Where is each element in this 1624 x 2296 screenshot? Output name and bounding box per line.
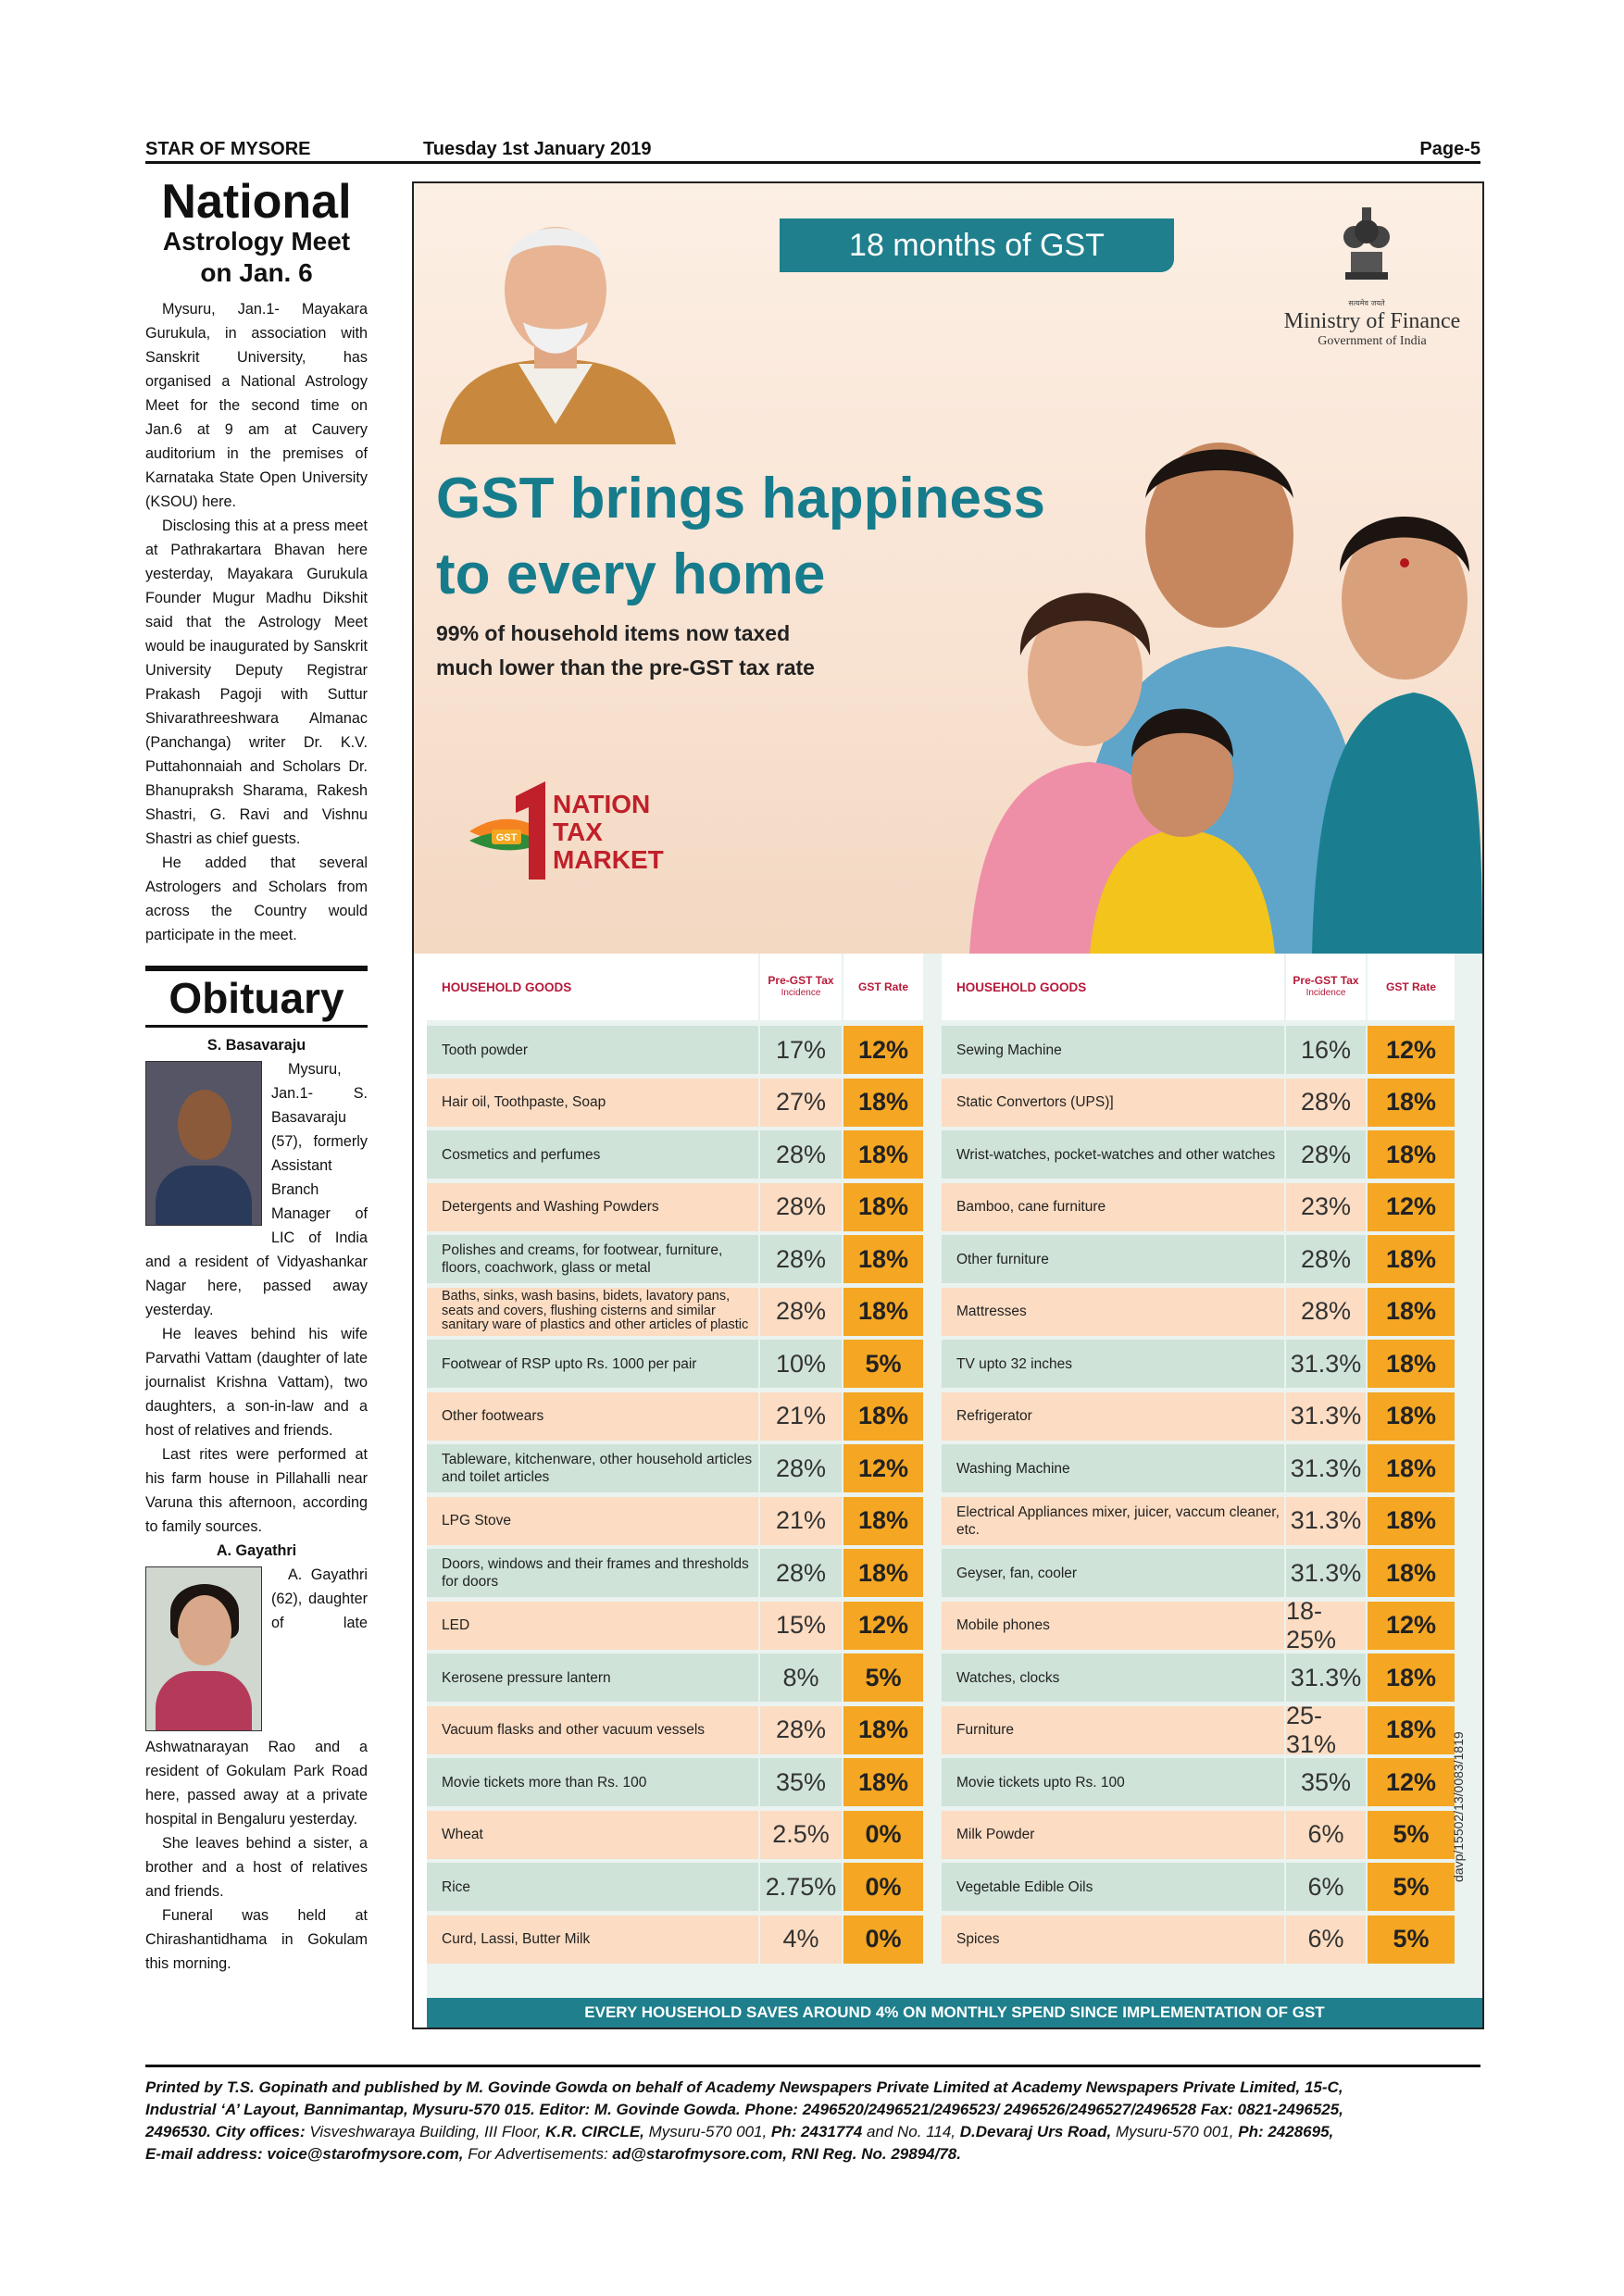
imprint-part: Ph: 2431774 [770, 2123, 863, 2140]
pre-gst-rate: 31.3% [1286, 1497, 1366, 1545]
portrait-illustration [421, 193, 690, 444]
table-row [942, 1288, 1455, 1336]
item-name: Watches, clocks [942, 1653, 1284, 1702]
table-row [427, 1340, 923, 1388]
table-row [942, 1653, 1455, 1702]
gst-rate: 18% [1368, 1235, 1455, 1283]
gst-rate: 12% [1368, 1602, 1455, 1650]
pre-gst-rate: 15% [760, 1602, 842, 1650]
story-subtitle-1: Astrology Meet [162, 227, 351, 256]
pre-gst-rate: 21% [760, 1392, 842, 1441]
pre-gst-rate: 10% [760, 1340, 842, 1388]
obituary-name: S. Basavaraju [206, 1037, 306, 1054]
item-name: Baths, sinks, wash basins, bidets, lavatory pans, seats and covers, flushing cisterns and similar sanitary ware of plastics and other articles of plastic [427, 1288, 758, 1336]
table-row [942, 1392, 1455, 1441]
pre-gst-rate: 35% [1286, 1758, 1366, 1806]
item-name: Mobile phones [942, 1602, 1284, 1650]
table-row [942, 1915, 1455, 1964]
gst-rate: 18% [843, 1549, 923, 1597]
pre-gst-rate: 28% [760, 1235, 842, 1283]
pre-label: Pre-GST Tax [768, 974, 834, 987]
item-name: Doors, windows and their frames and thresholds for doors [427, 1549, 758, 1597]
emblem-motto: सत्यमेव जयते [1348, 299, 1385, 307]
logo-market: MARKET [553, 845, 664, 874]
pre-gst-rate: 6% [1286, 1915, 1366, 1964]
item-name: Other furniture [942, 1235, 1284, 1283]
imprint-part: Visveshwaraya Building, III Floor, [305, 2123, 546, 2140]
pre-gst-rate: 28% [760, 1130, 842, 1179]
item-name: Other footwears [427, 1392, 758, 1441]
item-name: Wrist-watches, pocket-watches and other watches [942, 1130, 1284, 1179]
item-name: Cosmetics and perfumes [427, 1130, 758, 1179]
gst-rate: 18% [1368, 1706, 1455, 1754]
pre-gst-rate: 27% [760, 1079, 842, 1127]
item-name: Vacuum flasks and other vacuum vessels [427, 1706, 758, 1754]
gst-rate: 18% [1368, 1392, 1455, 1441]
item-name: Tooth powder [427, 1026, 758, 1074]
table-row [942, 1235, 1455, 1283]
item-name: Milk Powder [942, 1811, 1284, 1859]
pre-gst-rate: 4% [760, 1915, 842, 1964]
issue-date: Tuesday 1st January 2019 [423, 139, 652, 159]
imprint-line-1: Printed by T.S. Gopinath and published by M. Govinde Gowda on behalf of Academy Newspapers Private Limited at Academy Newspapers Private Limited, 15-C, [145, 2078, 1343, 2096]
obituary-photo [145, 1566, 262, 1731]
face-shape [178, 1090, 231, 1160]
pre-gst-rate: 28% [1286, 1130, 1366, 1179]
imprint-part: ad@starofmysore.com, RNI Reg. No. 29894/78. [612, 2145, 961, 2163]
left-column [145, 175, 368, 1976]
table-row [427, 1602, 923, 1650]
item-name: Rice [427, 1863, 758, 1911]
imprint-part: 2496530. City offices: [145, 2123, 306, 2140]
table-row [942, 1183, 1455, 1231]
story-paragraph: Mysuru, Jan.1- Mayakara Gurukula, in association with Sanskrit University, has organised a National Astrology Meet for the second time on Jan.6 at 9 am at Cauvery auditorium in the premises of Karnataka State Open University (KSOU) here. [145, 301, 368, 511]
imprint-line-2: Industrial ‘A’ Layout, Bannimantap, Mysuru-570 015. Editor: M. Govinde Gowda. Phone: 2496520/2496521/2496523/ 2496526/2496527/2496528 Fax: 0821-2496525, [145, 2101, 1343, 2118]
gst-rate: 12% [1368, 1758, 1455, 1806]
gst-rate: 18% [1368, 1288, 1455, 1336]
imprint-part: Mysuru-570 001, [1111, 2123, 1239, 2140]
col-header-goods: HOUSEHOLD GOODS [942, 954, 1284, 1020]
pre-gst-rate: 18-25% [1286, 1602, 1366, 1650]
item-name: Wheat [427, 1811, 758, 1859]
story-paragraph: He added that several Astrologers and Scholars from across the Country would participate in the meet. [145, 855, 368, 944]
obituary-paragraph: A. Gayathri (62), daughter of late Ashwatnarayan Rao and a resident of Gokulam Park Road here, passed away at a private hospital in Bengaluru yesterday. [145, 1566, 368, 1828]
obituary-name: A. Gayathri [216, 1542, 297, 1560]
table-row [427, 1288, 923, 1336]
subline-2: much lower than the pre-GST tax rate [436, 655, 815, 680]
logo-nation: NATION [553, 790, 651, 818]
gst-rate: 18% [843, 1183, 923, 1231]
item-name: Movie tickets more than Rs. 100 [427, 1758, 758, 1806]
item-name: Spices [942, 1915, 1284, 1964]
story-paragraph: Disclosing this at a press meet at Pathrakartara Bhavan here yesterday, Mayakara Gurukula Founder Mugur Madhu Dikshit said that the Astrology Meet would be inaugurated by Sanskrit University Deputy Registrar Prakash Pagoji with Suttur Shivarathreeshwara Almanac (Panchanga) writer Dr. K.V. Puttahonnaiah and Scholars Dr. Bhanupraksh Sharama, Rakesh Shastri, G. Ravi and Vishnu Shastri as chief guests. [145, 518, 368, 848]
pre-gst-rate: 28% [760, 1183, 842, 1231]
imprint-part: D.Devaraj Urs Road, [959, 2123, 1112, 2140]
obituary-paragraph: He leaves behind his wife Parvathi Vattam (daughter of late journalist Krishna Vattam), two daughters, a son-in-law and a host of relatives and friends. [145, 1326, 368, 1440]
pre-gst-rate: 28% [760, 1444, 842, 1492]
obituary-paragraph: She leaves behind a sister, a brother and a host of relatives and friends. [145, 1835, 368, 1901]
gst-rate: 18% [1368, 1340, 1455, 1388]
col-header-pre [760, 954, 842, 1020]
gst-banner: 18 months of GST [780, 218, 1174, 272]
table-row [942, 1863, 1455, 1911]
gst-rate: 12% [843, 1602, 923, 1650]
obituary-paragraph: Mysuru, Jan.1- S. Basavaraju (57), formerly Assistant Branch Manager of LIC of India and a resident of Vidyashankar Nagar here, passed away yesterday. [145, 1061, 368, 1319]
printer-imprint [145, 2065, 1480, 2165]
pre-sublabel: Incidence [781, 988, 821, 998]
item-name: Hair oil, Toothpaste, Soap [427, 1079, 758, 1127]
gst-rate: 18% [843, 1079, 923, 1127]
face-shape [178, 1595, 231, 1666]
table-row [427, 1497, 923, 1545]
gst-rate: 5% [843, 1653, 923, 1702]
obituary-photo [145, 1061, 262, 1226]
col-header-goods: HOUSEHOLD GOODS [427, 954, 758, 1020]
item-name: Kerosene pressure lantern [427, 1653, 758, 1702]
obituary-heading: Obituary [169, 974, 344, 1023]
gst-rate: 0% [843, 1915, 923, 1964]
item-name: Mattresses [942, 1288, 1284, 1336]
item-name: Detergents and Washing Powders [427, 1183, 758, 1231]
pre-gst-rate: 31.3% [1286, 1444, 1366, 1492]
imprint-line-3 [145, 2121, 1480, 2143]
pre-gst-rate: 21% [760, 1497, 842, 1545]
gst-rate: 5% [843, 1340, 923, 1388]
gst-rate: 18% [1368, 1653, 1455, 1702]
gst-rate: 18% [1368, 1079, 1455, 1127]
gst-rate: 12% [843, 1444, 923, 1492]
pre-gst-rate: 23% [1286, 1183, 1366, 1231]
gst-rate: 5% [1368, 1811, 1455, 1859]
obituary-heading-box [145, 966, 368, 1028]
headline-line-2: to every home [436, 543, 826, 606]
pre-gst-rate: 6% [1286, 1811, 1366, 1859]
col-header-gst: GST Rate [843, 954, 923, 1020]
pre-gst-rate: 31.3% [1286, 1549, 1366, 1597]
ad-hero [414, 183, 1482, 954]
ad-subline [436, 617, 815, 685]
table-row [942, 1130, 1455, 1179]
gst-rate: 5% [1368, 1863, 1455, 1911]
imprint-part: K.R. CIRCLE, [545, 2123, 644, 2140]
item-name: Footwear of RSP upto Rs. 1000 per pair [427, 1340, 758, 1388]
government-name: Government of India [1318, 334, 1427, 348]
table-row [427, 1863, 923, 1911]
gst-rate-table [427, 954, 1482, 2028]
item-name: Polishes and creams, for footwear, furniture, floors, coachwork, glass or metal [427, 1235, 758, 1283]
item-name: Washing Machine [942, 1444, 1284, 1492]
one-nation-one-tax-logo [460, 776, 719, 887]
gst-rate: 18% [843, 1497, 923, 1545]
table-row [942, 1701, 1455, 1758]
national-emblem-icon [1334, 204, 1399, 296]
gst-rate: 18% [843, 1130, 923, 1179]
pre-gst-rate: 16% [1286, 1026, 1366, 1074]
ministry-name: Ministry of Finance [1283, 309, 1461, 333]
gst-rate: 18% [843, 1758, 923, 1806]
paper-name: STAR OF MYSORE [145, 139, 311, 159]
pre-gst-rate: 28% [760, 1549, 842, 1597]
table-row [427, 1444, 923, 1492]
table-row [942, 1549, 1455, 1597]
body-shape [156, 1671, 252, 1731]
story-subtitle-2: on Jan. 6 [200, 257, 313, 287]
pre-gst-rate: 28% [1286, 1079, 1366, 1127]
item-name: Geyser, fan, cooler [942, 1549, 1284, 1597]
masthead [145, 137, 1480, 164]
item-name: Curd, Lassi, Butter Milk [427, 1915, 758, 1964]
table-row [942, 1444, 1455, 1492]
pre-gst-rate: 8% [760, 1653, 842, 1702]
body-shape [156, 1166, 252, 1226]
item-name: Furniture [942, 1706, 1284, 1754]
gst-advertisement [412, 181, 1484, 2029]
obituary-body-1 [145, 1057, 368, 1539]
pre-gst-rate: 28% [760, 1706, 842, 1754]
imprint-part: Ph: 2428695, [1238, 2123, 1334, 2140]
subline-1: 99% of household items now taxed [436, 621, 791, 645]
imprint-part: Mysuru-570 001, [643, 2123, 771, 2140]
gst-rate: 18% [1368, 1497, 1455, 1545]
story-title: National [161, 175, 352, 229]
table-row [427, 1706, 923, 1754]
gst-rate: 0% [843, 1863, 923, 1911]
item-name: Refrigerator [942, 1392, 1284, 1441]
pre-gst-rate: 25-31% [1286, 1706, 1366, 1754]
table-row [427, 1811, 923, 1859]
family-photo-illustration [951, 396, 1482, 954]
pre-gst-rate: 35% [760, 1758, 842, 1806]
pre-gst-rate: 28% [1286, 1235, 1366, 1283]
pre-gst-rate: 31.3% [1286, 1653, 1366, 1702]
obituary-paragraph: Funeral was held at Chirashantidhama in Gokulam this morning. [145, 1907, 368, 1973]
table-row [942, 1811, 1455, 1859]
item-name: LPG Stove [427, 1497, 758, 1545]
obituary-paragraph: Last rites were performed at his farm house in Pillahalli near Varuna this afternoon, according to family sources. [145, 1446, 368, 1536]
pre-label: Pre-GST Tax [1293, 974, 1359, 987]
item-name: Sewing Machine [942, 1026, 1284, 1074]
imprint-line-4 [145, 2143, 1480, 2165]
imprint-part: E-mail address: voice@starofmysore.com, [145, 2145, 464, 2163]
item-name: Static Convertors (UPS)] [942, 1079, 1284, 1127]
imprint-part: and No. 114, [862, 2123, 960, 2140]
table-row [427, 1549, 923, 1597]
table-row [942, 1758, 1455, 1806]
gst-rate: 18% [1368, 1444, 1455, 1492]
obituary-body-2 [145, 1563, 368, 1976]
gst-rate: 12% [1368, 1183, 1455, 1231]
pre-gst-rate: 2.5% [760, 1811, 842, 1859]
pre-gst-rate: 31.3% [1286, 1340, 1366, 1388]
table-row [427, 1183, 923, 1231]
pre-sublabel: Incidence [1305, 988, 1346, 998]
table-row [427, 1235, 923, 1283]
page-number: Page-5 [1419, 139, 1480, 159]
table-row [427, 1653, 923, 1702]
pre-gst-rate: 28% [1286, 1288, 1366, 1336]
item-name: LED [427, 1602, 758, 1650]
ministry-block [1266, 309, 1479, 349]
gst-rate: 12% [1368, 1026, 1455, 1074]
gst-rate: 18% [843, 1235, 923, 1283]
pre-gst-rate: 2.75% [760, 1863, 842, 1911]
story-body [145, 297, 368, 947]
item-name: Movie tickets upto Rs. 100 [942, 1758, 1284, 1806]
item-name: TV upto 32 inches [942, 1340, 1284, 1388]
gst-rate: 18% [843, 1392, 923, 1441]
table-row [942, 1026, 1455, 1074]
savings-strip: EVERY HOUSEHOLD SAVES AROUND 4% ON MONTHLY SPEND SINCE IMPLEMENTATION OF GST [427, 1998, 1482, 2028]
gst-rate: 0% [843, 1811, 923, 1859]
table-row [427, 1915, 923, 1964]
table-row [427, 1079, 923, 1127]
table-row [427, 1392, 923, 1441]
item-name: Electrical Appliances mixer, juicer, vaccum cleaner, etc. [942, 1497, 1284, 1545]
pre-gst-rate: 6% [1286, 1863, 1366, 1911]
gst-rate: 12% [843, 1026, 923, 1074]
item-name: Tableware, kitchenware, other household articles and toilet articles [427, 1444, 758, 1492]
item-name: Vegetable Edible Oils [942, 1863, 1284, 1911]
logo-badge: GST [495, 832, 518, 843]
table-row [942, 1079, 1455, 1127]
gst-rate: 5% [1368, 1915, 1455, 1964]
headline-line-1: GST brings happiness [436, 467, 1045, 530]
item-name: Bamboo, cane furniture [942, 1183, 1284, 1231]
gst-rate: 18% [843, 1706, 923, 1754]
table-row [427, 1130, 923, 1179]
pre-gst-rate: 31.3% [1286, 1392, 1366, 1441]
davp-code: davp/15502/13/0083/1819 [1451, 1731, 1466, 1882]
table-row [942, 1340, 1455, 1388]
col-header-pre [1286, 954, 1366, 1020]
table-row [427, 1758, 923, 1806]
logo-tax: TAX [553, 817, 603, 846]
gst-rate: 18% [1368, 1130, 1455, 1179]
pre-gst-rate: 17% [760, 1026, 842, 1074]
table-row [942, 1497, 1455, 1545]
pre-gst-rate: 28% [760, 1288, 842, 1336]
gst-rate: 18% [843, 1288, 923, 1336]
table-row [942, 1596, 1455, 1653]
col-header-gst: GST Rate [1368, 954, 1455, 1020]
imprint-part: For Advertisements: [463, 2145, 613, 2163]
table-row [427, 1026, 923, 1074]
gst-rate: 18% [1368, 1549, 1455, 1597]
